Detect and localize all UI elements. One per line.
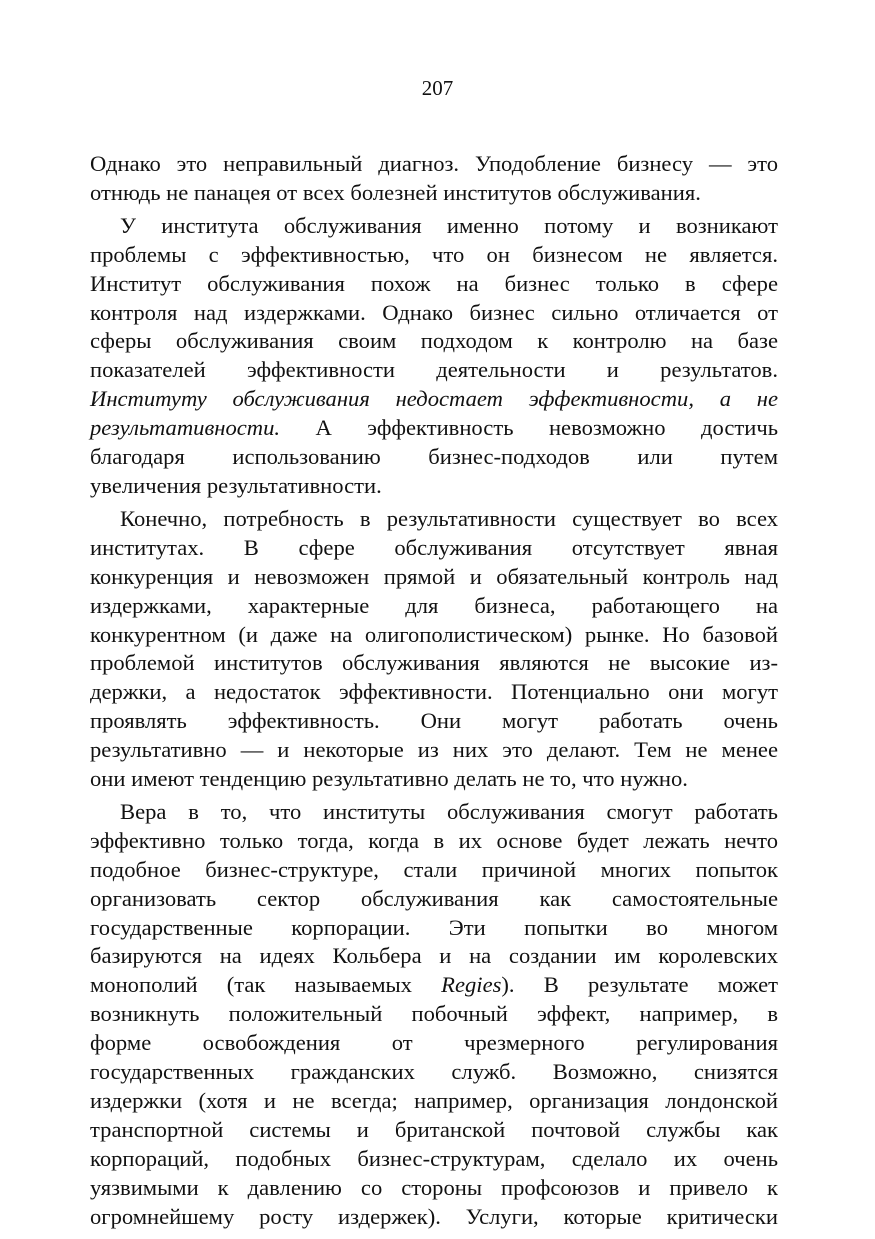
text-run: А эффективность невозможно достичь	[280, 415, 778, 441]
text-line	[90, 649, 778, 678]
text-line	[90, 414, 778, 443]
text-run: монополий (так называемых	[90, 972, 442, 998]
text-line	[90, 621, 778, 650]
paragraph	[90, 150, 778, 208]
text-run: отнюдь не панацея от всех болезней институтов обслуживания.	[90, 179, 701, 205]
text-run: уязвимыми к давлению со стороны профсоюзов и привело к	[90, 1174, 778, 1200]
text-line	[90, 505, 778, 534]
text-line	[90, 592, 778, 621]
text-run: ). В результате может	[501, 972, 778, 998]
text-run: издержки (хотя и не всегда; например, организация лондонской	[90, 1088, 778, 1113]
text-run: государственные корпорации. Эти попытки во многом	[90, 914, 778, 940]
text-line	[90, 736, 778, 765]
paragraph	[90, 798, 778, 1232]
text-line	[90, 179, 778, 208]
text-line	[90, 563, 778, 592]
text-run: они имеют тенденцию результативно делать не то, что нужно.	[90, 766, 688, 792]
text-run: институтах. В сфере обслуживания отсутствует явная	[90, 534, 778, 560]
text-run: огромнейшему росту издержек). Услуги, которые критически	[90, 1203, 778, 1229]
text-run: Однако это неправильный диагноз. Уподобление бизнесу — это	[90, 151, 778, 176]
text-line	[90, 678, 778, 707]
text-run: Вера в то, что институты обслуживания смогут работать	[120, 798, 778, 824]
text-run: проблемы с эффективностью, что он бизнесом не является.	[90, 241, 778, 267]
text-line	[90, 914, 778, 943]
paragraph	[90, 212, 778, 501]
italic-text: результативности.	[90, 415, 281, 441]
text-line	[90, 299, 778, 328]
text-line	[90, 356, 778, 385]
text-line	[90, 1058, 778, 1087]
text-run: форме освобождения от чрезмерного регулирования	[90, 1030, 778, 1056]
text-run: результативно — и некоторые из них это делают. Тем не менее	[90, 737, 778, 763]
text-run: транспортной системы и британской почтовой службы как	[90, 1116, 778, 1142]
text-line	[90, 827, 778, 856]
text-run: сферы обслуживания своим подходом к контролю на базе	[90, 328, 778, 354]
text-line	[90, 1029, 778, 1058]
text-run: показателей эффективности деятельности и результатов.	[90, 357, 778, 383]
text-line	[90, 1000, 778, 1029]
text-line	[90, 707, 778, 736]
text-run: Конечно, потребность в результативности существует во всех	[120, 505, 778, 531]
text-body	[90, 150, 778, 1236]
text-run: базируются на идеях Кольбера и на создании им королевских	[90, 943, 778, 969]
text-run: проявлять эффективность. Они могут работать очень	[90, 708, 778, 734]
text-line	[90, 241, 778, 270]
text-run: благодаря использованию бизнес-подходов или путем	[90, 444, 778, 470]
text-run: контроля над издержками. Однако бизнес сильно отличается от	[90, 299, 778, 325]
text-line	[90, 534, 778, 563]
text-line	[90, 1203, 778, 1232]
text-line	[90, 472, 778, 501]
text-line	[90, 885, 778, 914]
italic-text: Институту обслуживания недостает эффективности, а не	[90, 386, 778, 412]
page-number: 207	[421, 76, 454, 100]
text-run: конкурентном (и даже на олигополистическом) рынке. Но базовой	[90, 621, 778, 647]
text-line	[90, 212, 778, 241]
text-run: конкуренция и невозможен прямой и обязательный контроль над	[90, 563, 778, 589]
italic-text: Regies	[441, 972, 502, 998]
text-run: корпораций, подобных бизнес-структурам, сделало их очень	[90, 1145, 778, 1171]
text-line	[90, 443, 778, 472]
text-line	[90, 1116, 778, 1145]
text-line	[90, 150, 778, 179]
paragraph	[90, 505, 778, 794]
text-run: возникнуть положительный побочный эффект, например, в	[90, 1001, 778, 1027]
text-line	[90, 798, 778, 827]
text-line	[90, 942, 778, 971]
text-line	[90, 1174, 778, 1203]
text-line	[90, 856, 778, 885]
text-run: эффективно только тогда, когда в их основе будет лежать нечто	[90, 827, 778, 853]
text-run: увеличения результативности.	[90, 472, 382, 498]
text-line	[90, 1145, 778, 1174]
text-line	[90, 270, 778, 299]
text-line	[90, 327, 778, 356]
text-line	[90, 971, 778, 1000]
text-run: издержками, характерные для бизнеса, работающего на	[90, 592, 778, 618]
text-run: проблемой институтов обслуживания являются не высокие из-	[90, 650, 778, 676]
text-run: У института обслуживания именно потому и возникают	[120, 212, 778, 238]
text-run: подобное бизнес-структуре, стали причиной многих попыток	[90, 856, 778, 882]
text-run: государственных гражданских служб. Возможно, снизятся	[90, 1059, 778, 1085]
text-line	[90, 1087, 778, 1116]
text-run: Институт обслуживания похож на бизнес только в сфере	[90, 270, 778, 296]
text-run: держки, а недостаток эффективности. Потенциально они могут	[90, 679, 778, 705]
text-line	[90, 385, 778, 414]
text-run: организовать сектор обслуживания как самостоятельные	[90, 885, 778, 911]
text-line	[90, 765, 778, 794]
